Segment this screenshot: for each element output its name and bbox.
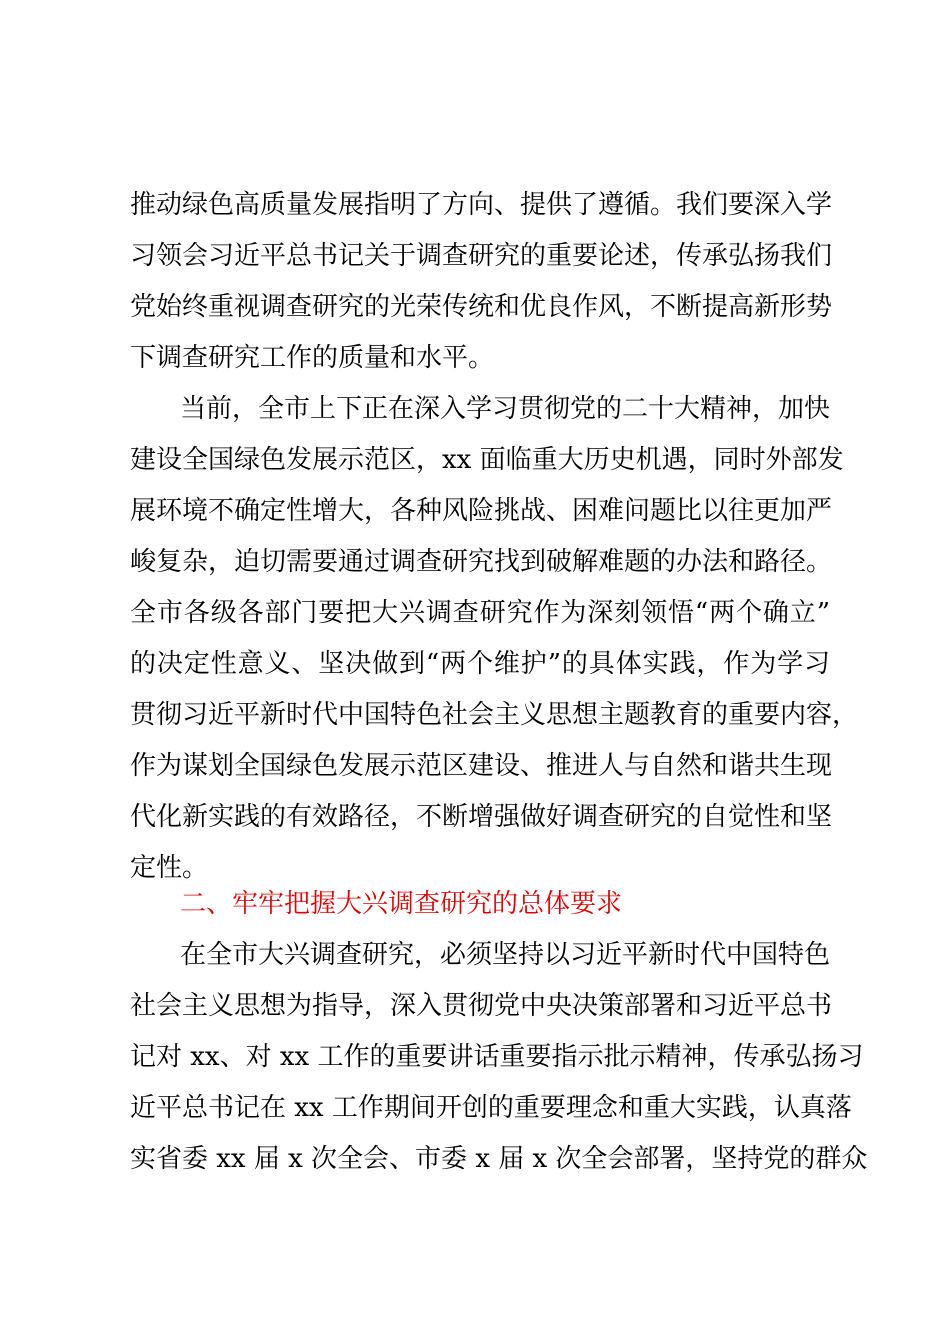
- paragraph-2-line: 代化新实践的有效路径，不断增强做好调查研究的自觉性和坚: [130, 802, 833, 832]
- paragraph-1-line: 下调查研究工作的质量和水平。: [130, 343, 495, 373]
- paragraph-2-line: 全市各级各部门要把大兴调查研究作为深刻领悟“两个确立”: [130, 598, 830, 628]
- paragraph-2-line: 的决定性意义、坚决做到“两个维护”的具体实践，作为学习: [130, 649, 830, 679]
- paragraph-3-line: 社会主义思想为指导，深入贯彻党中央决策部署和习近平总书: [130, 991, 833, 1021]
- paragraph-3-line: 在全市大兴调查研究，必须坚持以习近平新时代中国特色: [180, 940, 831, 970]
- paragraph-3-line: 实省委 xx 届 x 次全会、市委 x 届 x 次全会部署，坚持党的群众: [130, 1144, 868, 1174]
- section-heading: 二、牢牢把握大兴调查研究的总体要求: [180, 889, 623, 919]
- paragraph-2-line: 峻复杂，迫切需要通过调查研究找到破解难题的办法和路径。: [130, 547, 833, 577]
- paragraph-2-line: 贯彻习近平新时代中国特色社会主义思想主题教育的重要内容，: [130, 700, 859, 730]
- paragraph-1-line: 推动绿色高质量发展指明了方向、提供了遵循。我们要深入学: [130, 190, 833, 220]
- paragraph-2-line: 当前，全市上下正在深入学习贯彻党的二十大精神，加快: [180, 394, 831, 424]
- paragraph-1-line: 习领会习近平总书记关于调查研究的重要论述，传承弘扬我们: [130, 241, 833, 271]
- paragraph-2-line: 展环境不确定性增大，各种风险挑战、困难问题比以往更加严: [130, 496, 833, 526]
- paragraph-3-line: 记对 xx、对 xx 工作的重要讲话重要指示批示精神，传承弘扬习: [130, 1042, 864, 1072]
- paragraph-1-line: 党始终重视调查研究的光荣传统和优良作风，不断提高新形势: [130, 292, 833, 322]
- paragraph-2-line: 定性。: [130, 853, 209, 883]
- paragraph-2-line: 作为谋划全国绿色发展示范区建设、推进人与自然和谐共生现: [130, 751, 833, 781]
- paragraph-3-line: 近平总书记在 xx 工作期间开创的重要理念和重大实践，认真落: [130, 1093, 852, 1123]
- paragraph-2-line: 建设全国绿色发展示范区，xx 面临重大历史机遇，同时外部发: [130, 445, 844, 475]
